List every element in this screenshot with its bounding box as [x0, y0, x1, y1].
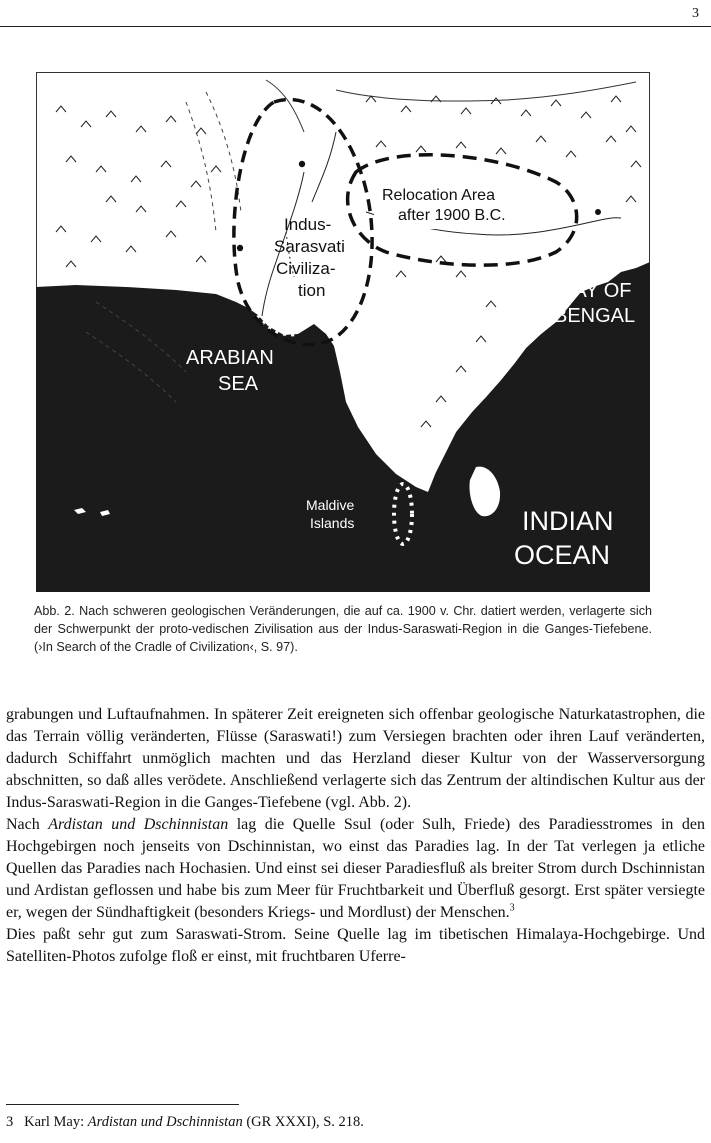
paragraph-1: grabungen und Luftaufnahmen. In späterer Zeit ereigneten sich offenbar geologische Naturkatastrophen, die das Terrain völlig veränderten, Flüsse (Saraswati!) zum Versiegen brachten oder ihren Lauf veränderten, dadurch Schiffahrt unmöglich machten und das Herzland dieser Kultur von der Wasserversorgung abschnitten, so daß alles verödete. Anschließend verlagerte sich das Zentrum der altindischen Kultur aus der Indus-Saraswati-Region in die Ganges-Tiefebene (vgl. Abb. 2). [6, 706, 705, 811]
footnote-number: 3 [6, 1114, 14, 1130]
paragraph-3: Dies paßt sehr gut zum Saraswati-Strom. Seine Quelle lag im tibetischen Himalaya-Hochgebirge. Und Satelliten-Photos zufolge floß er einst, mit fruchtbaren Uferre- [6, 926, 705, 965]
footnote [6, 1114, 364, 1131]
paragraph-2-start: Nach [6, 816, 49, 833]
map-figure [36, 72, 650, 592]
footnote-title: Ardistan und Dschinnistan [87, 1114, 243, 1130]
body-text [6, 704, 705, 968]
label-arabian-1: ARABIAN [186, 347, 274, 369]
label-relocation-1: Relocation Area [382, 187, 495, 204]
label-relocation-2: after 1900 B.C. [398, 207, 506, 224]
figure-caption: Abb. 2. Nach schweren geologischen Veränderungen, die auf ca. 1900 v. Chr. datiert werden, verlagerte sich der Schwerpunkt der proto-vedischen Zivilisation aus der Indus-Saraswati-Region in die Ganges-Tiefebene. (›In Search of the Cradle of Civilization‹, S. 97). [34, 604, 652, 654]
label-bay-1: BAY OF [560, 280, 632, 302]
label-indus-2: Sarasvati [274, 237, 345, 256]
footnote-rule [6, 1104, 239, 1105]
paragraph-2 [6, 814, 705, 924]
book-title: Ardistan und Dschinnistan [48, 816, 229, 833]
label-indus-1: Indus- [284, 215, 332, 234]
footnote-author: Karl May: [24, 1114, 88, 1130]
label-indian-2: OCEAN [514, 540, 611, 570]
label-maldive-1: Maldive [306, 497, 355, 513]
label-bay-2: BENGAL [554, 305, 636, 327]
header-rule [0, 26, 711, 27]
label-indus-4: tion [298, 281, 326, 300]
label-arabian-2: SEA [218, 373, 259, 395]
footnote-rest: (GR XXXI), S. 218. [242, 1114, 364, 1130]
label-indus-3: Civiliza- [276, 259, 336, 278]
map-of-india [36, 72, 650, 592]
label-maldive-2: Islands [310, 515, 355, 531]
label-indian-1: INDIAN [522, 506, 614, 536]
page-number: 3 [692, 6, 699, 21]
footnote-marker: 3 [509, 902, 515, 914]
paragraph-2-rest: lag die Quelle Ssul (oder Sulh, Friede) des Paradiesstromes in den Hochgebirgen noch jenseits von Dschinnistan, wo einst das Paradies lag. In der Tat verlegen ja etliche Quellen das Paradies nach Hochasien. Und einst sei dieser Paradiesfluß als breiter Strom durch Dschinnistan und Ardistan geflossen und habe bis zum Meer für Fruchtbarkeit und Überfluß gesorgt. Erst später versiegte er, wegen der Sündhaftigkeit (besonders Kriegs- und Mordlust) der Menschen. [6, 816, 706, 921]
